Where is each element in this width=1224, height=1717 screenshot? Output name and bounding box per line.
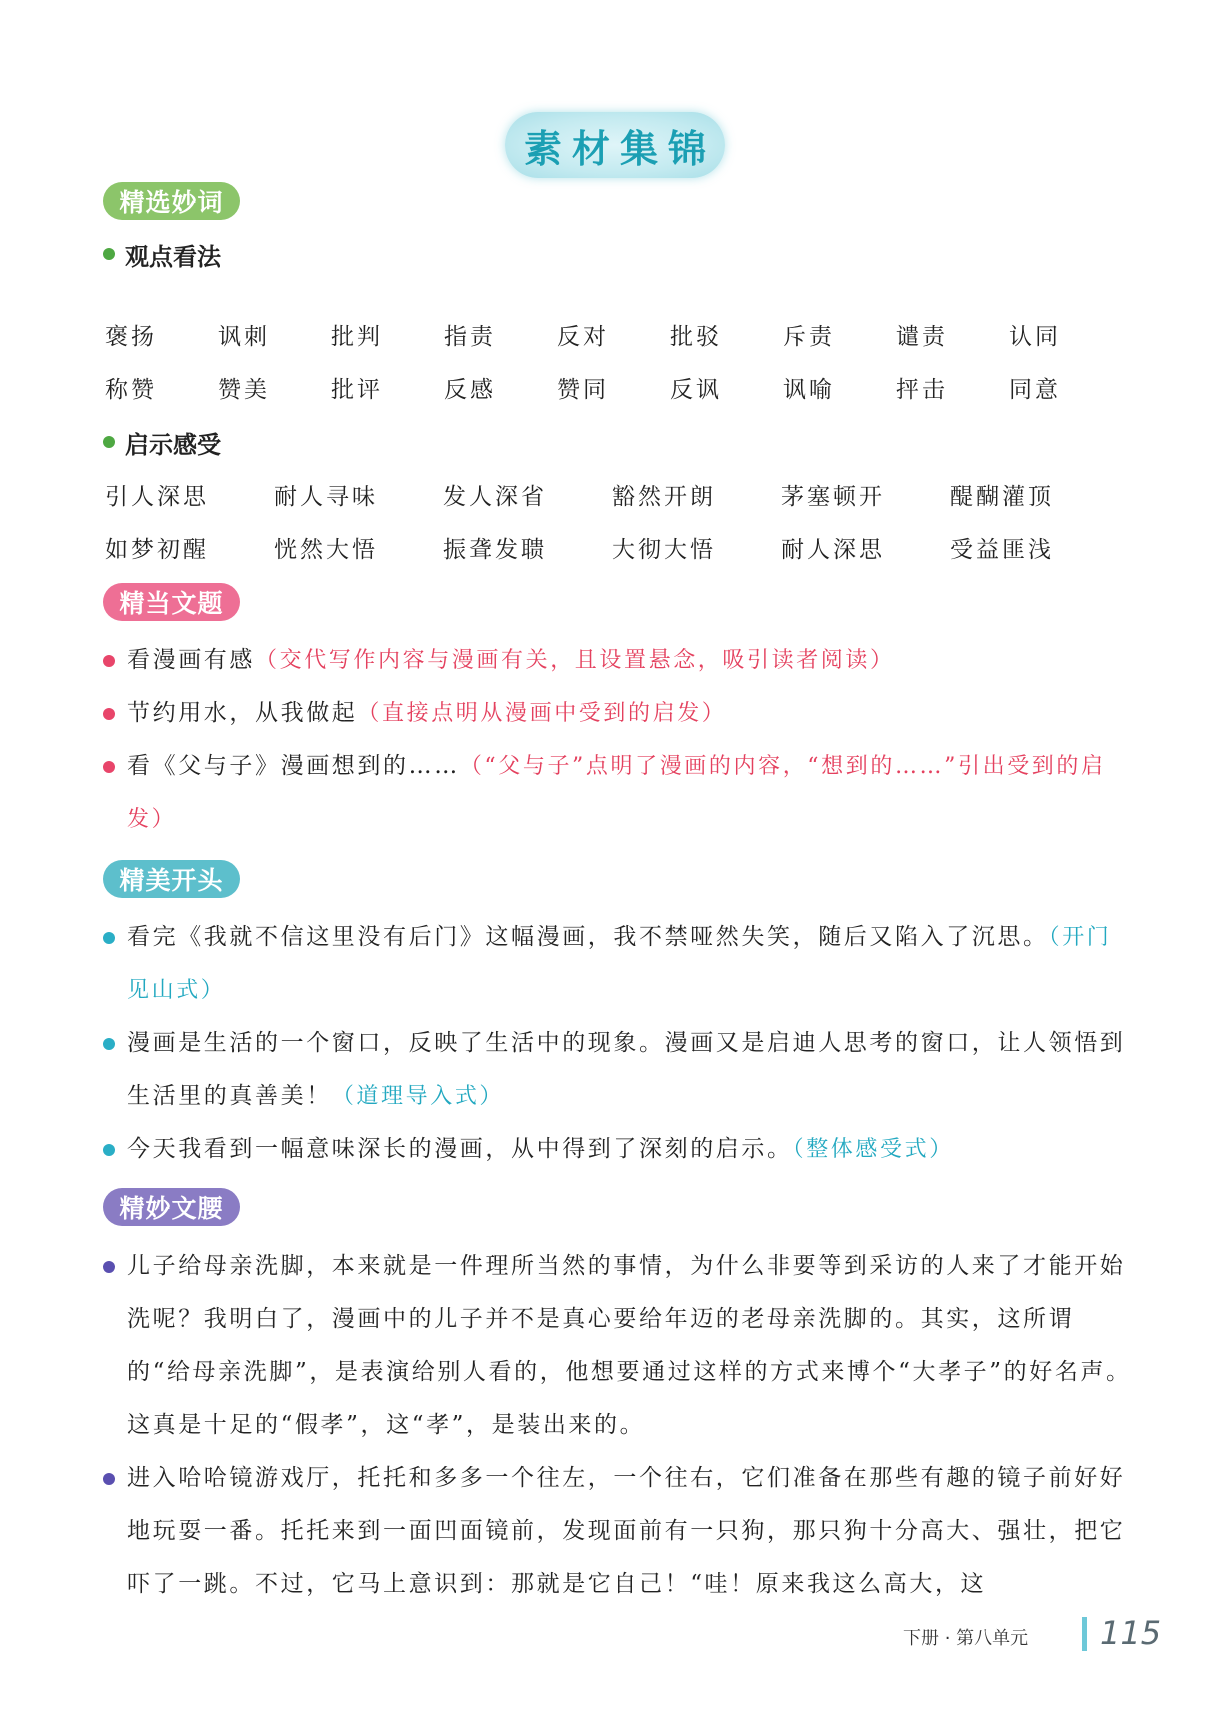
word-item: 褒扬 <box>105 324 157 350</box>
list-item <box>103 1240 1133 1452</box>
word-item: 赞同 <box>557 377 609 403</box>
subheading-viewpoints <box>103 236 221 272</box>
word-item: 引人深思 <box>105 484 209 510</box>
word-item: 振聋发聩 <box>443 537 547 563</box>
word-row-1 <box>105 318 1122 351</box>
bullet-dot-icon <box>103 436 115 448</box>
item-text: 看完《我就不信这里没有后门》这幅漫画，我不禁哑然失笑，随后又陷入了沉思。 <box>127 924 1049 950</box>
bullet-dot-icon <box>103 248 115 260</box>
word-row-2 <box>105 371 1122 404</box>
bullet-dot-icon <box>103 1038 115 1050</box>
word-item: 指责 <box>444 324 496 350</box>
bullet-dot-icon <box>103 761 115 773</box>
item-text: 节约用水，从我做起 <box>127 700 358 726</box>
word-item: 讽喻 <box>783 377 835 403</box>
bullet-dot-icon <box>103 655 115 667</box>
word-item: 称赞 <box>105 377 157 403</box>
footer-chapter: 下册 · 第八单元 <box>903 1628 1029 1649</box>
item-text: 今天我看到一幅意味深长的漫画，从中得到了深刻的启示。 <box>127 1136 793 1162</box>
word-item: 大彻大悟 <box>612 537 716 563</box>
word-item: 反感 <box>444 377 496 403</box>
item-note: （整体感受式） <box>792 1137 954 1162</box>
bullet-dot-icon <box>103 1144 115 1156</box>
item-text: 漫画是生活的一个窗口，反映了生活中的现象。漫画又是启迪人思考的窗口，让人领悟到生活里的真善美！ <box>127 1030 1126 1109</box>
word-row-4 <box>105 531 1119 564</box>
subheading-label: 启示感受 <box>125 430 221 459</box>
word-item: 反讽 <box>670 377 722 403</box>
list-item <box>103 1017 1133 1123</box>
word-item: 受益匪浅 <box>950 537 1054 563</box>
list-item <box>103 911 1133 1017</box>
list-item <box>103 634 1133 687</box>
subheading-insights <box>103 424 221 460</box>
word-item: 醍醐灌顶 <box>950 484 1054 510</box>
item-text: 进入哈哈镜游戏厅，托托和多多一个往左，一个往右，它们准备在那些有趣的镜子前好好地玩耍一番。托托来到一面凹面镜前，发现面前有一只狗，那只狗十分高大、强壮，把它吓了一跳。不过，它马上意识到：那就是它自己！“哇！原来我这么高大，这 <box>127 1465 1126 1597</box>
word-item: 批驳 <box>670 324 722 350</box>
word-item: 恍然大悟 <box>274 537 378 563</box>
bullet-dot-icon <box>103 708 115 720</box>
list-item <box>103 687 1133 740</box>
section-tag-words: 精选妙词 <box>103 182 240 220</box>
item-text: 儿子给母亲洗脚，本来就是一件理所当然的事情，为什么非要等到采访的人来了才能开始洗呢？我明白了，漫画中的儿子并不是真心要给年迈的老母亲洗脚的。其实，这所谓的“给母亲洗脚”，是表演给别人看的，他想要通过这样的方式来博个“大孝子”的好名声。这真是十足的“假孝”，这“孝”，是装出来的。 <box>127 1253 1132 1438</box>
item-text: 看漫画有感 <box>127 647 255 673</box>
bullet-dot-icon <box>103 1473 115 1485</box>
word-item: 茅塞顿开 <box>781 484 885 510</box>
list-item <box>103 1452 1133 1611</box>
word-item: 斥责 <box>783 324 835 350</box>
word-item: 批判 <box>331 324 383 350</box>
item-note: （开门见山式） <box>127 925 1112 1003</box>
bullet-dot-icon <box>103 932 115 944</box>
list-item <box>103 740 1133 846</box>
word-item: 抨击 <box>896 377 948 403</box>
word-row-3 <box>105 478 1119 511</box>
word-item: 谴责 <box>896 324 948 350</box>
word-item: 发人深省 <box>443 484 547 510</box>
section-tag-openings: 精美开头 <box>103 860 240 898</box>
word-item: 批评 <box>331 377 383 403</box>
bullet-dot-icon <box>103 1261 115 1273</box>
word-item: 认同 <box>1009 324 1061 350</box>
section-tag-titles: 精当文题 <box>103 583 240 621</box>
word-item: 耐人深思 <box>781 537 885 563</box>
word-item: 讽刺 <box>218 324 270 350</box>
word-item: 耐人寻味 <box>274 484 378 510</box>
footer-divider <box>1082 1617 1087 1651</box>
page-title: 素材集锦 <box>505 112 725 178</box>
item-note: （道理导入式） <box>331 1084 505 1109</box>
word-item: 豁然开朗 <box>612 484 716 510</box>
word-item: 赞美 <box>218 377 270 403</box>
list-item <box>103 1123 1133 1176</box>
item-note: （“父与子”点明了漫画的内容，“想到的……”引出受到的启发） <box>127 754 1106 832</box>
word-item: 反对 <box>557 324 609 350</box>
item-text: 看《父与子》漫画想到的…… <box>127 753 460 779</box>
page-number: 115 <box>1100 1614 1162 1652</box>
item-note: （直接点明从漫画中受到的启发） <box>357 701 727 726</box>
item-note: （交代写作内容与漫画有关，且设置悬念，吸引读者阅读） <box>255 648 895 673</box>
section-tag-middles: 精妙文腰 <box>103 1188 240 1226</box>
word-item: 同意 <box>1009 377 1061 403</box>
subheading-label: 观点看法 <box>125 242 221 271</box>
word-item: 如梦初醒 <box>105 537 209 563</box>
